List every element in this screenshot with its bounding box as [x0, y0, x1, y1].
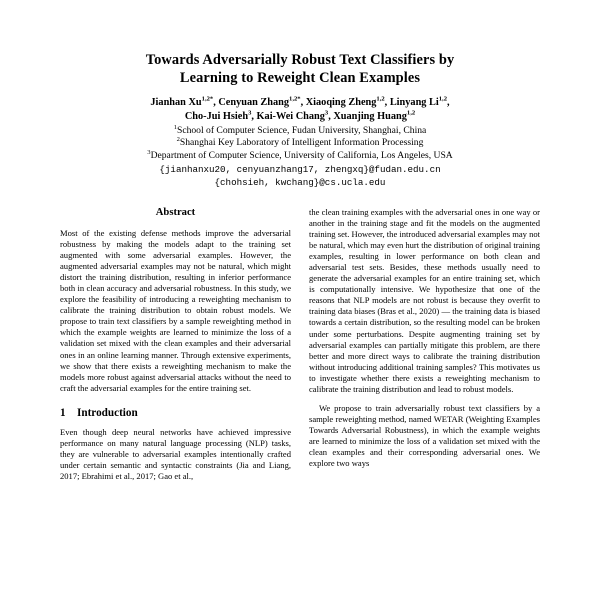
- abstract-paragraph: Most of the existing defense methods improve the adversarial robustness by making the models adapt to the training set augmented with some adversarial examples. However, the augmented adversarial examples may not be natural, which might distort the training distribution, resulting in inferior performance both in clean accuracy and adversarial robustness. In this study, we explore the feasibility of introducing a reweighting mechanism to calibrate the training distribution to obtain robust models. We propose to train text classifiers by a sample reweighting method in which the example weights are learned to minimize the loss of a validation set mixed with the clean examples and their adversarial ones in an online learning manner. Through extensive experiments, we show that there exists a reweighting mechanism to make the models more robust against adversarial attacks without the need to craft the adversarial examples for the entire training set.: [60, 228, 291, 393]
- right-column: [309, 207, 540, 600]
- author-linyang-li: Linyang Li$^{1,2}$: [389, 95, 447, 108]
- affiliation-marker: 1: [173, 123, 177, 131]
- affiliation-2: $^2$Shanghai Key Laboratory of Intelligent Information Processing: [176, 135, 424, 149]
- email-fudan[interactable]: {jianhanxu20, cenyuanzhang17, zhengxq}@fudan.edu.cn: [159, 164, 441, 176]
- author-cho-jui-hsieh: Cho-Jui Hsieh$^3$: [184, 109, 252, 122]
- author-sup: 3: [324, 109, 329, 117]
- author-list: [60, 96, 540, 123]
- author-sep: ,: [213, 97, 219, 108]
- author-sep: ,: [300, 97, 306, 108]
- left-column: [60, 207, 291, 600]
- author-row-1: [60, 96, 540, 110]
- author-sup: 3: [248, 109, 252, 117]
- author-sup: 1,2*: [289, 95, 301, 103]
- affiliation-marker: 3: [147, 148, 151, 156]
- author-sup: 1,2: [438, 95, 447, 103]
- author-row-2: [60, 110, 540, 124]
- affiliation-marker: 2: [176, 135, 180, 143]
- author-jianhan-xu: Jianhan $Xu^{1,2*}$: [150, 95, 214, 108]
- author-xuanjing-huang: Xuanjing Huang$^{1,2}$: [333, 109, 416, 122]
- author-kai-wei-chang: Kai-Wei Chang$^3$: [256, 109, 329, 122]
- title-block: [0, 0, 600, 189]
- title-line-1: Towards Adversarially Robust Text Classifiers by: [145, 52, 455, 68]
- author-sup: 1,2: [406, 109, 416, 117]
- title-line-2: Learning to Reweight Clean Examples: [179, 69, 421, 86]
- abstract-heading: Abstract: [155, 207, 196, 218]
- page-title: [60, 52, 540, 87]
- email-list: [60, 164, 540, 189]
- section-title: Introduction: [77, 406, 138, 419]
- right-paragraph-1: the clean training examples with the adversarial ones in one way or another in the training stage and fit the models on the augmented training set. However, the introduced adversarial examples may not be natural, which may even hurt the distribution of original training examples, resulting in lower performance on both clean and adversarial test sets. Besides, these methods usually need to generate the adversarial examples for an entire training set, which is computationally intensive. We hypothesize that one of the reasons that NLP models are not robust is because they overfit to training data biases (Bras et al., 2020) — the training data is biased towards a certain distribution, so the resulting model can be broken under some perturbations. Despite augmenting training set by adversarial examples can partially mitigate this problem, are there better and more direct ways to calibrate the training distribution without introducing additional training samples? This motivates us to investigate whether there exists a reweighting mechanism to calibrate the training distribution and lead to robust models.: [309, 207, 540, 394]
- affiliation-3: $^3$Department of Computer Science, University of California, Los Angeles, USA: [147, 148, 453, 161]
- affiliation-1: $^1$School of Computer Science, Fudan University, Shanghai, China: [173, 123, 427, 136]
- affiliation-list: [60, 125, 540, 163]
- author-sep: ,: [384, 97, 390, 108]
- section-number: 1: [60, 406, 66, 419]
- author-sup: 1,2: [376, 95, 385, 103]
- author-sep: ,: [328, 110, 334, 122]
- author-xiaoqing-zheng: Xiaoqing Zheng$^{1,2}$: [305, 95, 385, 108]
- section-heading-introduction: [60, 407, 291, 420]
- right-paragraph-2: We propose to train adversarially robust text classifiers by a sample reweighting method, named WETAR (Weighting Examples Towards Adversarial Robustness), in which the example weights are learned to minimize the loss of a validation set mixed with the clean examples and their corresponding adversarial ones. We explore two ways: [309, 402, 540, 469]
- body-columns: [60, 207, 540, 600]
- intro-paragraph-1: Even though deep neural networks have achieved impressive performance on many natural language processing (NLP) tasks, they are vulnerable to adversarial examples intentionally crafted under certain semantic and syntactic constraints (Jia and Liang, 2017; Ebrahimi et al., 2017; Gao et al.,: [60, 426, 291, 481]
- author-sup: 1,2*: [201, 95, 214, 103]
- author-cenyuan-zhang: Cenyuan Zhang$^{1,2*}$: [218, 95, 301, 108]
- email-ucla[interactable]: {chohsieh, kwchang}@cs.ucla.edu: [214, 176, 386, 188]
- author-sep: ,: [251, 110, 257, 122]
- author-sep: ,: [447, 97, 450, 108]
